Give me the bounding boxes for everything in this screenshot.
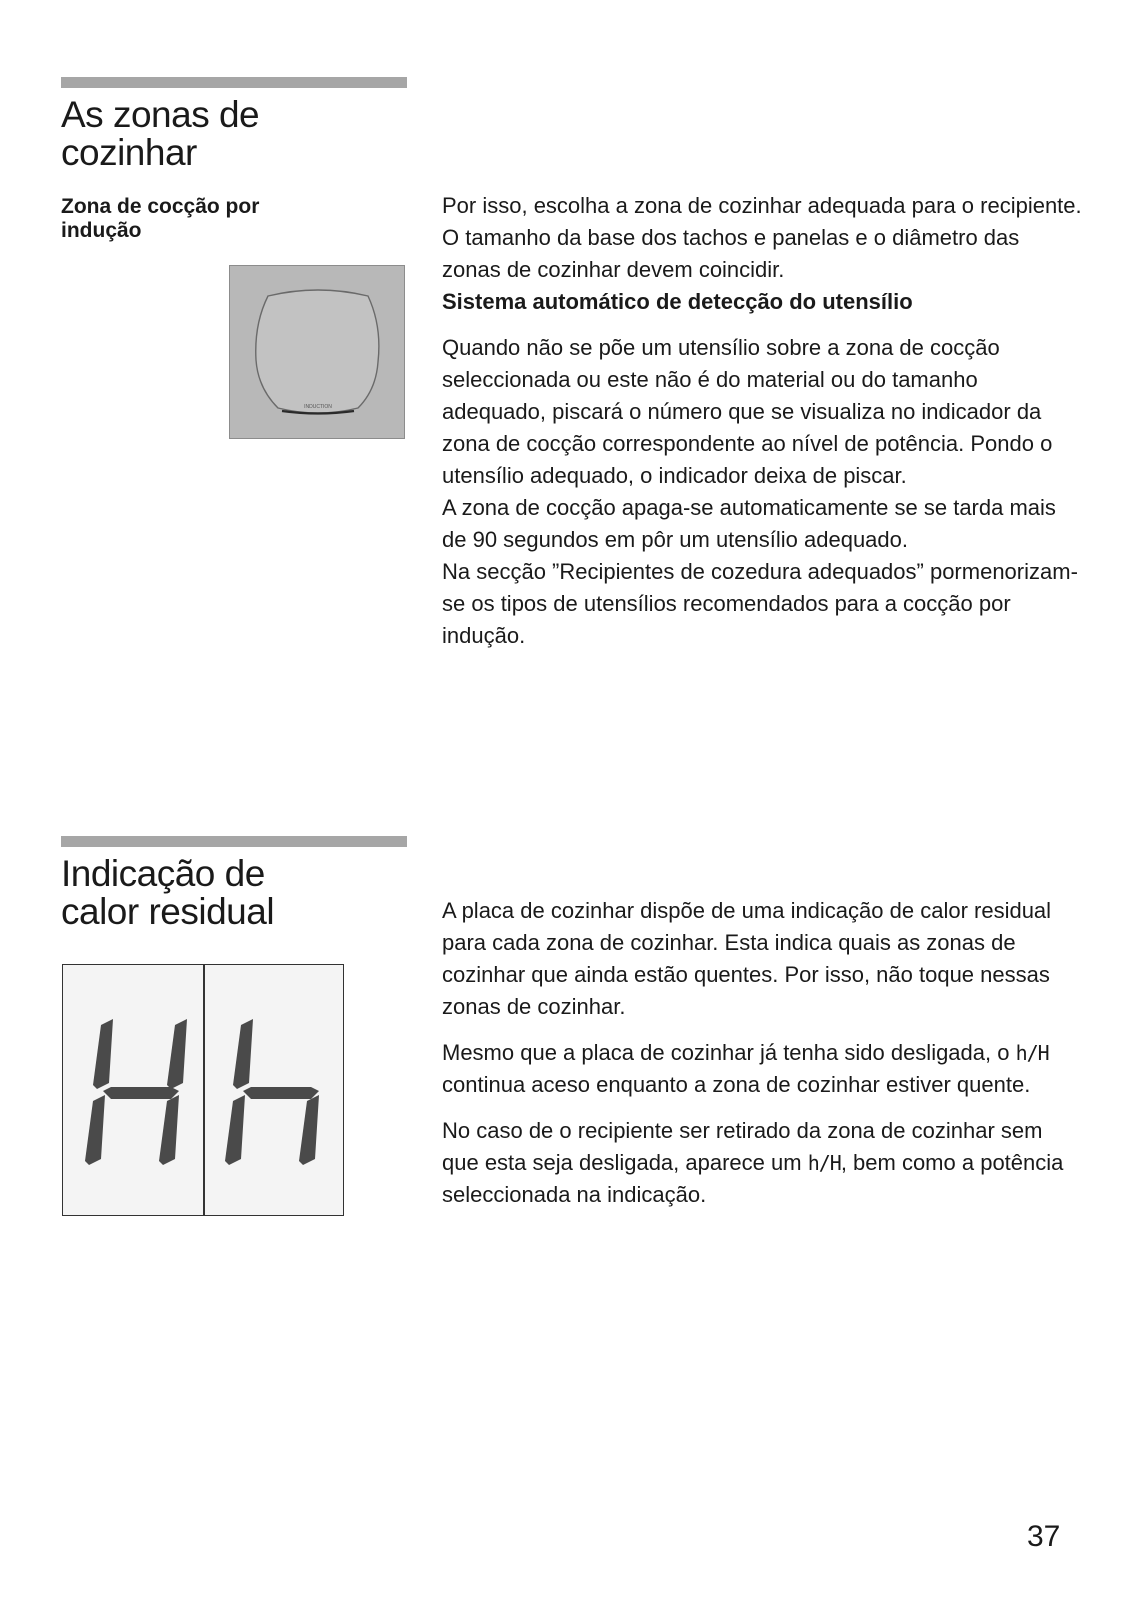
paragraph-recommended: Na secção ”Recipientes de cozedura adequados” pormenorizam-se os tipos de utensílios recomendados para a cocção por indução.: [442, 559, 1078, 648]
induction-zone-illustration: [230, 266, 406, 440]
section2-title-line1: Indicação de: [61, 853, 265, 894]
paragraph-pot-removed-start: No caso de o recipiente ser retirado da zona de cozinhar sem que esta seja desligada, aparece um: [442, 1118, 1043, 1175]
paragraph-still-hot: [442, 1037, 1082, 1101]
segment-h-middle: [243, 1087, 319, 1099]
heading-auto-detection: Sistema automático de detecção do utensílio: [442, 289, 913, 314]
induction-label: INDUCTION: [304, 404, 332, 410]
induction-zone-figure: [229, 265, 405, 439]
paragraph-auto-off: A zona de cocção apaga-se automaticamente se se tarda mais de 90 segundos em pôr um utensílio adequado.: [442, 495, 1056, 552]
segment-h-lower-left: [225, 1095, 245, 1165]
paragraph-diameter: O tamanho da base dos tachos e panelas e o diâmetro das zonas de cozinhar devem coincidir.: [442, 225, 1020, 282]
section-title-residual-heat: [61, 855, 274, 931]
subheading-line2: indução: [61, 219, 142, 242]
segment-H-lower-right: [159, 1095, 179, 1165]
residual-heat-display-figure: [62, 964, 344, 1216]
paragraph-still-hot-start: Mesmo que a placa de cozinhar já tenha sido desligada, o: [442, 1040, 1016, 1065]
paragraph-pot-removed-end: , bem como a potência seleccionada na indicação.: [442, 1150, 1064, 1207]
section1-text-column: [442, 190, 1082, 652]
section-rule-residual: [61, 836, 407, 847]
segment-h-lower-right: [299, 1095, 319, 1165]
segment-digit-H: [85, 1019, 187, 1165]
section-title-line2: cozinhar: [61, 132, 197, 173]
paragraph-no-utensil: Quando não se põe um utensílio sobre a zona de cocção seleccionada ou este não é do material ou do tamanho adequado, piscará o número que se visualiza no indicador da zona de cocção correspondente ao nível de potência. Pondo o utensílio adequado, o indicador deixa de piscar.: [442, 335, 1053, 488]
segment-digit-h: [225, 1019, 319, 1165]
segment-H-lower-left: [85, 1095, 105, 1165]
section-rule-top: [61, 77, 407, 88]
paragraph-residual-intro: A placa de cozinhar dispõe de uma indicação de calor residual para cada zona de cozinhar. Esta indica quais as zonas de cozinhar que ainda estão quentes. Por isso, não toque nessas zonas de cozinhar.: [442, 898, 1052, 1019]
segment-H-upper-left: [93, 1019, 113, 1089]
paragraph-still-hot-end: continua aceso enquanto a zona de cozinhar estiver quente.: [442, 1072, 1031, 1097]
segment-H-middle: [103, 1087, 179, 1099]
section2-title-line2: calor residual: [61, 891, 275, 932]
residual-heat-symbol-2: h/H: [807, 1151, 841, 1175]
subheading-induction-zone: [61, 195, 361, 243]
section-title-line1: As zonas de: [61, 94, 260, 135]
section2-text-column: [442, 895, 1082, 1211]
paragraph-pot-removed: [442, 1115, 1082, 1211]
section-title-cooking-zones: [61, 96, 259, 172]
subheading-line1: Zona de cocção por: [61, 195, 260, 218]
segment-h-upper-left: [233, 1019, 253, 1089]
seven-segment-display: [63, 965, 345, 1217]
paragraph-choose-zone: Por isso, escolha a zona de cozinhar adequada para o recipiente.: [442, 193, 1082, 218]
page-number: 37: [1027, 1520, 1061, 1553]
residual-heat-symbol: h/H: [1015, 1041, 1049, 1065]
segment-H-upper-right: [167, 1019, 187, 1089]
cooking-zone-outline: [256, 290, 379, 413]
